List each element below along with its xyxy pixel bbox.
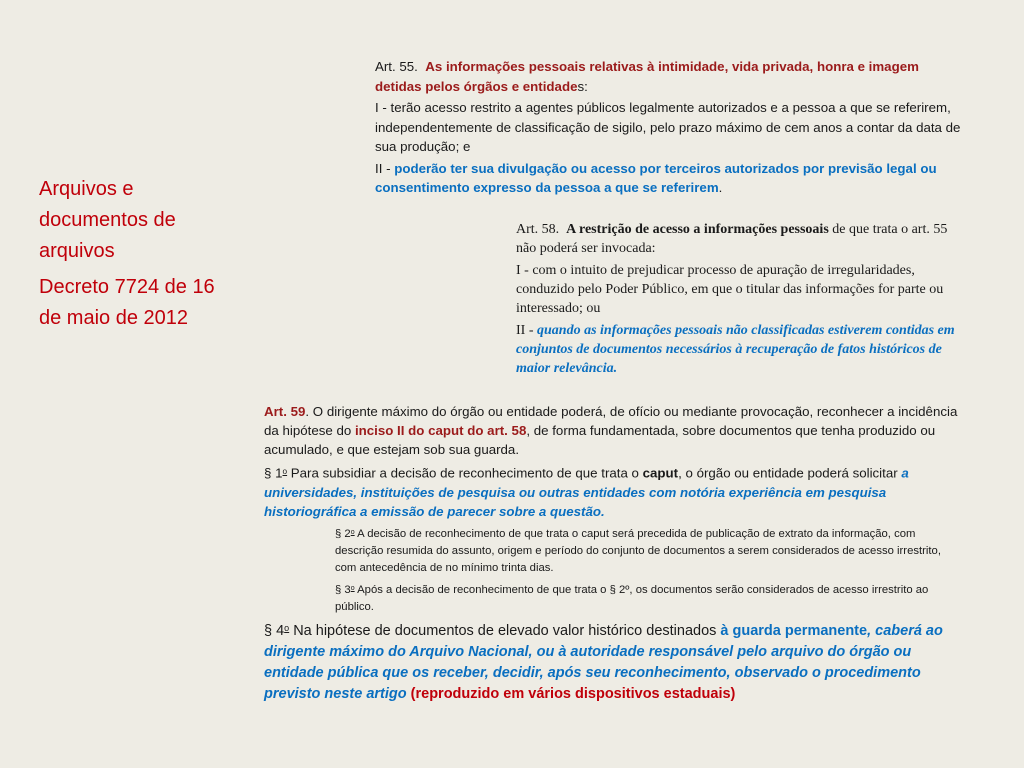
art55-inciso-1: I - terão acesso restrito a agentes públicos legalmente autorizados e a pessoa a que se referirem, independentemente de classificação de sigilo, pelo prazo máximo de cem anos a contar da data de sua produção; e — [375, 100, 961, 154]
s4-bold-text: à guarda permanente — [720, 623, 868, 640]
art55-inc2-tail: . — [718, 180, 723, 195]
art58-head-rest: de que trata o art. 55 não poderá ser invocada: — [516, 222, 948, 256]
s3-symbol: § 3 — [335, 583, 351, 596]
art59-paragrafo-4 — [264, 618, 969, 705]
art58-head-bold: A restrição de acesso a informações pessoais — [566, 222, 829, 237]
s1-sup: o — [282, 467, 288, 476]
art55-caput — [375, 57, 965, 96]
art59-paragrafo-3 — [335, 580, 945, 616]
art58-caput — [516, 220, 966, 258]
art55-inc2-label: II - — [375, 160, 395, 176]
art58-inciso-2 — [516, 321, 966, 378]
s1-caput: caput — [642, 465, 679, 481]
s2-text: A decisão de reconhecimento de que trata o caput será precedida de publicação de extrato da informação, com descrição resumida do assunto, origem e período do conjunto de documentos a serem considerados de acesso irrestrito, com antecedência de no mínimo trinta dias. — [335, 527, 941, 574]
s4-text-a: Na hipótese de documentos de elevado valor histórico destinados — [289, 623, 721, 640]
s4-symbol: § 4 — [264, 623, 285, 640]
art55-head-tail: s: — [577, 78, 588, 94]
s3-sup: o — [350, 584, 355, 592]
s1-text-a: Para subsidiar a decisão de reconhecimento de que trata o — [287, 465, 643, 481]
s1-text-b: , o órgão ou entidade poderá solicitar — [678, 465, 902, 481]
s4-red-note: (reproduzido em vários dispositivos estaduais) — [406, 686, 736, 703]
s4-sup: o — [284, 622, 290, 633]
art58-inc2-text: quando as informações pessoais não classificadas estiverem contidas em conjuntos de documentos necessários à recuperação de fatos históricos de maior relevância. — [516, 323, 955, 376]
art59-paragrafo-1 — [264, 462, 969, 521]
art55-head-text: As informações pessoais relativas à intimidade, vida privada, honra e imagem detidas pelos órgãos e entidade — [375, 59, 919, 94]
sidebar-title: Arquivos e documentos de arquivos — [39, 178, 176, 262]
art58-inc2-label: II - — [516, 323, 537, 338]
art55-inc2-text: poderão ter sua divulgação ou acesso por terceiros autorizados por previsão legal ou consentimento expresso da pessoa a que se referirem — [375, 160, 937, 195]
art59-text-b: , de forma fundamentada, sobre documentos que tenha produzido ou acumulado, e que estejam sob sua guarda. — [264, 423, 936, 457]
s1-blue-text: a universidades, instituições de pesquisa ou outras entidades com notória experiência em pesquisa historiográfica a emissão de parecer sobre a questão. — [264, 465, 909, 519]
art55-label: Art. 55. — [375, 59, 418, 74]
s4-blue-text: , caberá ao dirigente máximo do Arquivo Nacional, ou à autoridade responsável pelo arquivo do órgão ou entidade pública que os receber, decidir, após seu reconhecimento, observado o procedimento previsto neste artigo — [264, 623, 943, 703]
art59-text-a: . O dirigente máximo do órgão ou entidade poderá, de ofício ou mediante provocação, reconhecer a incidência da hipótese do — [264, 404, 958, 438]
art55-inciso-2 — [375, 159, 965, 198]
s2-symbol: § 2 — [335, 527, 351, 540]
art59-label: Art. 59 — [264, 404, 306, 419]
s2-sup: o — [350, 528, 355, 536]
sidebar-subtitle: Decreto 7724 de 16 de maio de 2012 — [39, 276, 215, 329]
s1-symbol: § 1 — [264, 465, 283, 481]
art59-block — [264, 402, 969, 705]
art55-block — [375, 57, 965, 198]
art58-inciso-1: I - com o intuito de prejudicar processo de apuração de irregularidades, conduzido pelo Poder Público, em que o titular das informações for parte ou interessado; ou — [516, 263, 944, 316]
art59-paragrafo-2 — [335, 524, 945, 577]
art59-ref: inciso II do caput do art. 58 — [354, 423, 527, 438]
sidebar — [39, 174, 229, 334]
art59-caput — [264, 402, 969, 459]
s3-text: Após a decisão de reconhecimento de que trata o § 2º, os documentos serão considerados de acesso irrestrito ao público. — [335, 583, 929, 613]
art58-block — [516, 220, 966, 378]
art58-label: Art. 58. — [516, 222, 560, 237]
